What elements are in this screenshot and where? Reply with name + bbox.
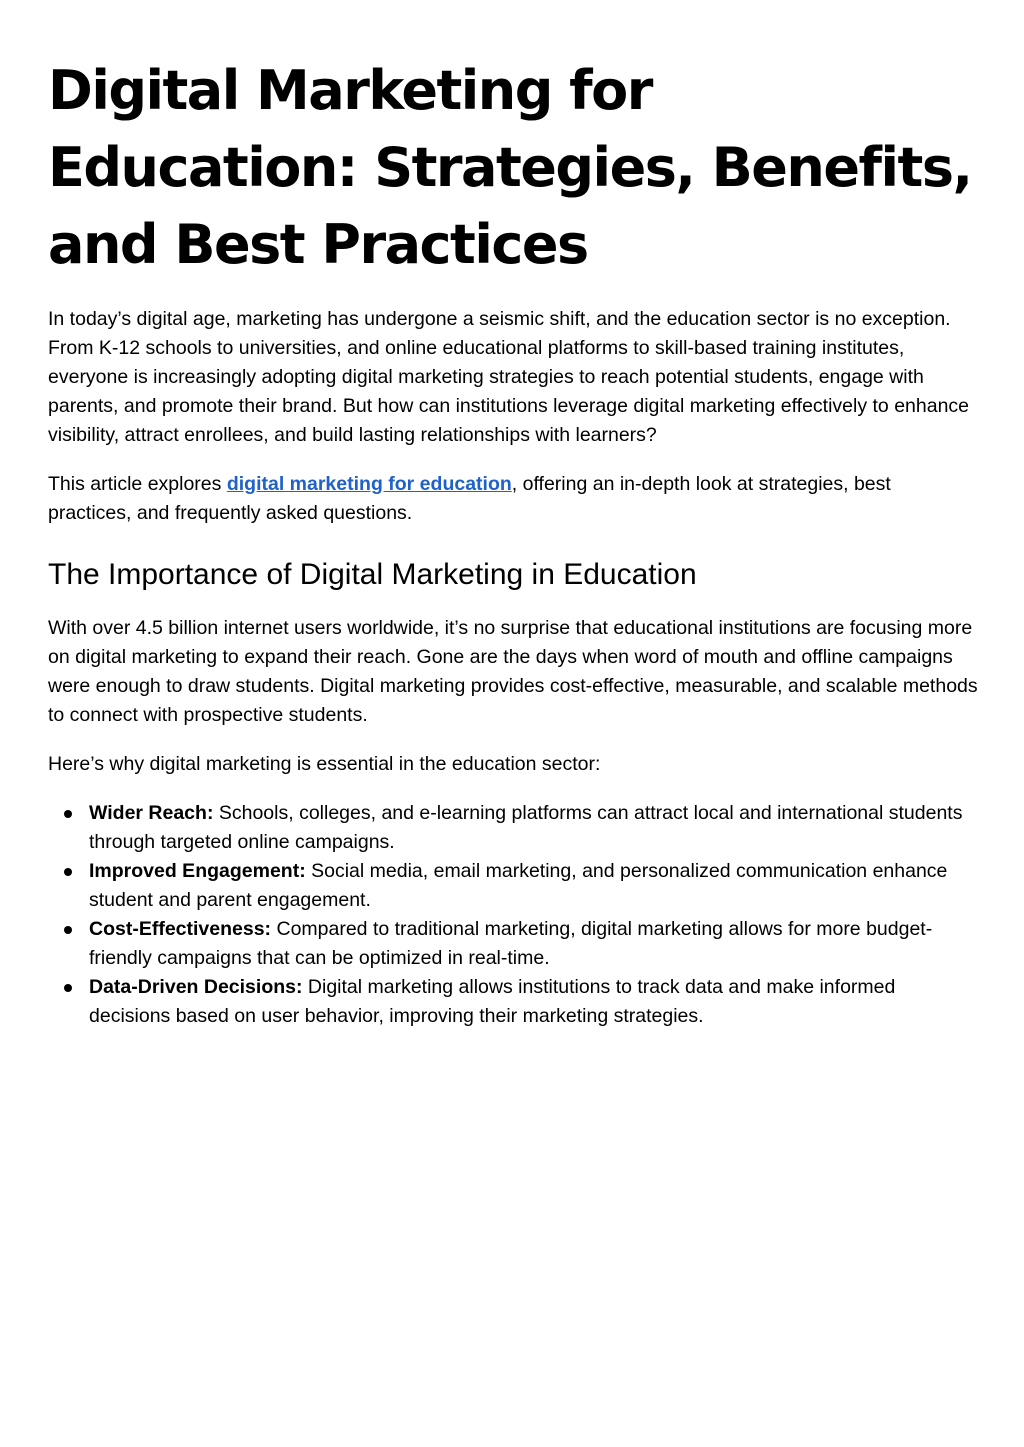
page-title: Digital Marketing for Education: Strategies, Benefits, and Best Practices xyxy=(48,59,972,276)
article xyxy=(48,52,978,1031)
section-paragraph-1: With over 4.5 billion internet users worldwide, it’s no surprise that educational institutions are focusing more on digital marketing to expand their reach. Gone are the days when word of mouth and offline campaigns were enough to draw students. Digital marketing provides cost-effective, measurable, and scalable methods to connect with prospective students. xyxy=(48,617,978,726)
intro-paragraph: In today’s digital age, marketing has undergone a seismic shift, and the education sector is no exception. From K-12 schools to universities, and online educational platforms to skill-based training institutes, everyone is increasingly adopting digital marketing strategies to reach potential students, engage with parents, and promote their brand. But how can institutions leverage digital marketing effectively to enhance visibility, attract enrollees, and build lasting relationships with learners? xyxy=(48,308,970,446)
list-item-text: Compared to traditional marketing, digital marketing allows for more budget-friendly campaigns that can be optimized in real-time. xyxy=(89,918,933,969)
list-item-term: Data-Driven Decisions: xyxy=(89,976,303,998)
section-paragraph-2: Here’s why digital marketing is essential in the education sector: xyxy=(48,753,601,775)
list-item-text: Digital marketing allows institutions to track data and make informed decisions based on user behavior, improving their marketing strategies. xyxy=(89,976,896,1027)
bullet-icon xyxy=(64,984,72,992)
list-item xyxy=(89,799,978,857)
bullet-icon xyxy=(64,810,72,818)
list-item xyxy=(89,973,978,1031)
explores-text-after: , offering an in-depth look at strategies, best practices, and frequently asked questions. xyxy=(48,473,891,524)
list-item-term: Wider Reach: xyxy=(89,802,214,824)
benefits-list xyxy=(48,799,978,1031)
list-item-term: Cost-Effectiveness: xyxy=(89,918,272,940)
section-heading: The Importance of Digital Marketing in Education xyxy=(48,558,697,591)
bullet-icon xyxy=(64,868,72,876)
list-item xyxy=(89,915,978,973)
explores-text-before: This article explores xyxy=(48,473,227,495)
list-item xyxy=(89,857,978,915)
list-item-text: Schools, colleges, and e-learning platforms can attract local and international students through targeted online campaigns. xyxy=(89,802,963,853)
list-item-term: Improved Engagement: xyxy=(89,860,306,882)
list-item-text: Social media, email marketing, and personalized communication enhance student and parent engagement. xyxy=(89,860,948,911)
digital-marketing-link[interactable]: digital marketing for education xyxy=(226,473,512,495)
explores-paragraph xyxy=(48,470,978,528)
bullet-icon xyxy=(64,926,72,934)
